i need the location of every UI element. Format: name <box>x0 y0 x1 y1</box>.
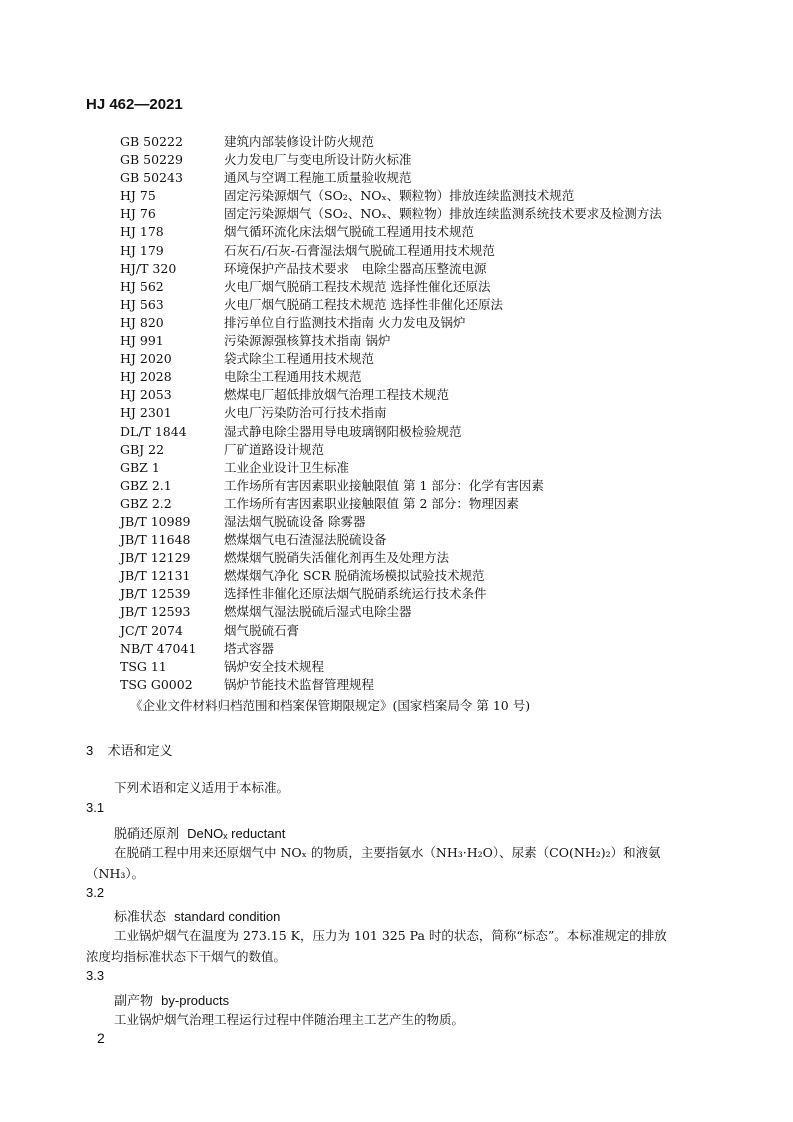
term-definition-cont: （NH₃）。 <box>86 866 145 881</box>
term-definition: 工业锅炉烟气在温度为 273.15 K，压力为 101 325 Pa 时的状态，简称“标态”。本标准规定的排放 <box>114 928 667 943</box>
reference-code: TSG G0002 <box>120 676 193 692</box>
reference-code: GBZ 2.2 <box>120 495 172 511</box>
term-zh: 标准状态 <box>114 910 167 925</box>
reference-title: 燃煤电厂超低排放烟气治理工程技术规范 <box>224 387 450 403</box>
reference-note: 《企业文件材料归档范围和档案保管期限规定》(国家档案局令 第 10 号) <box>130 698 531 713</box>
reference-code: GBZ 2.1 <box>120 477 172 493</box>
term-definition: 工业锅炉烟气治理工程运行过程中伴随治理主工艺产生的物质。 <box>114 1012 465 1027</box>
reference-title: 建筑内部装修设计防火规范 <box>224 134 375 149</box>
term-zh: 副产物 <box>114 994 154 1009</box>
reference-title: 排污单位自行监测技术指南 火力发电及锅炉 <box>224 314 466 330</box>
reference-code: HJ 820 <box>120 314 164 330</box>
reference-code: JC/T 2074 <box>120 622 183 638</box>
reference-code: HJ 2028 <box>120 369 172 385</box>
term-en: DeNOₓ reductant <box>187 826 286 841</box>
reference-title: 工作场所有害因素职业接触限值 第 2 部分：物理因素 <box>224 495 519 511</box>
document-id-header: HJ 462—2021 <box>86 96 183 113</box>
reference-title: 锅炉节能技术监督管理规程 <box>224 676 375 692</box>
term-title <box>114 906 280 925</box>
reference-code: DL/T 1844 <box>120 423 187 439</box>
reference-code: HJ 2020 <box>120 351 172 367</box>
reference-title: 固定污染源烟气（SO₂、NOₓ、颗粒物）排放连续监测技术规范 <box>224 188 575 204</box>
reference-code: HJ 2301 <box>120 405 172 421</box>
reference-title: 湿法烟气脱硫设备 除雾器 <box>224 513 366 529</box>
reference-code: JB/T 12129 <box>120 550 191 566</box>
reference-title: 烟气脱硫石膏 <box>224 622 300 638</box>
reference-code: HJ 563 <box>120 296 164 312</box>
reference-title: 火电厂烟气脱硝工程技术规范 选择性催化还原法 <box>224 278 491 294</box>
reference-title: 袋式除尘工程通用技术规范 <box>224 351 375 367</box>
reference-title: 工业企业设计卫生标准 <box>224 459 350 475</box>
reference-code: JB/T 10989 <box>120 513 191 529</box>
reference-code: GB 50222 <box>120 134 183 149</box>
reference-code: HJ/T 320 <box>120 260 177 276</box>
reference-title: 选择性非催化还原法烟气脱硝系统运行技术条件 <box>224 586 487 602</box>
reference-code: HJ 179 <box>120 242 164 258</box>
reference-code: HJ 2053 <box>120 387 172 403</box>
reference-title: 污染源源强核算技术指南 锅炉 <box>224 333 391 349</box>
reference-code: GBJ 22 <box>120 441 165 457</box>
term-zh: 脱硝还原剂 <box>114 827 180 842</box>
term-definition-cont: 浓度均指标准状态下干烟气的数值。 <box>86 949 287 964</box>
reference-code: JB/T 12131 <box>120 568 191 584</box>
page-number: 2 <box>97 1030 105 1046</box>
reference-code: TSG 11 <box>120 658 167 674</box>
term-en: standard condition <box>174 909 281 924</box>
reference-title: 通风与空调工程施工质量验收规范 <box>224 170 412 186</box>
term-number: 3.1 <box>86 800 105 815</box>
reference-title: 燃煤烟气湿法脱硫后湿式电除尘器 <box>224 604 412 620</box>
reference-code: GB 50229 <box>120 152 183 168</box>
section-title: 术语和定义 <box>107 743 173 758</box>
reference-title: 火力发电厂与变电所设计防火标准 <box>224 152 412 168</box>
term-en: by-products <box>161 993 230 1008</box>
reference-code: JB/T 12539 <box>120 586 191 602</box>
reference-title: 锅炉安全技术规程 <box>224 658 325 674</box>
reference-title: 湿式静电除尘器用导电玻璃钢阳极检验规范 <box>224 423 462 439</box>
section-intro: 下列术语和定义适用于本标准。 <box>114 780 290 795</box>
reference-code: NB/T 47041 <box>120 640 197 656</box>
reference-title: 环境保护产品技术要求 电除尘器高压整流电源 <box>224 260 487 276</box>
reference-code: HJ 75 <box>120 188 156 204</box>
reference-code: HJ 178 <box>120 224 164 240</box>
section-heading <box>86 740 173 759</box>
reference-code: GB 50243 <box>120 170 183 186</box>
reference-title: 石灰石/石灰-石膏湿法烟气脱硫工程通用技术规范 <box>224 242 495 258</box>
reference-code: HJ 76 <box>120 206 156 222</box>
term-number: 3.2 <box>86 885 105 900</box>
reference-title: 固定污染源烟气（SO₂、NOₓ、颗粒物）排放连续监测系统技术要求及检测方法 <box>224 206 662 222</box>
section-number: 3 <box>86 743 94 758</box>
reference-code: JB/T 11648 <box>120 532 191 548</box>
reference-code: HJ 562 <box>120 278 164 294</box>
reference-title: 电除尘工程通用技术规范 <box>224 369 362 385</box>
reference-title: 工作场所有害因素职业接触限值 第 1 部分：化学有害因素 <box>224 477 544 493</box>
term-title <box>114 823 285 842</box>
reference-title: 燃煤烟气电石渣湿法脱硫设备 <box>224 532 387 548</box>
reference-code: JB/T 12593 <box>120 604 191 620</box>
reference-title: 厂矿道路设计规范 <box>224 441 325 457</box>
reference-title: 燃煤烟气净化 SCR 脱硝流场模拟试验技术规范 <box>224 568 485 584</box>
reference-title: 火电厂烟气脱硝工程技术规范 选择性非催化还原法 <box>224 296 503 312</box>
reference-title: 火电厂污染防治可行技术指南 <box>224 405 387 421</box>
term-number: 3.3 <box>86 968 105 983</box>
reference-title: 塔式容器 <box>224 640 275 656</box>
reference-title: 烟气循环流化床法烟气脱硫工程通用技术规范 <box>224 224 475 240</box>
term-title <box>114 990 229 1009</box>
reference-title: 燃煤烟气脱硝失活催化剂再生及处理方法 <box>224 550 450 566</box>
reference-code: GBZ 1 <box>120 459 160 475</box>
term-definition: 在脱硝工程中用来还原烟气中 NOₓ 的物质，主要指氨水（NH₃·H₂O）、尿素（CO(NH₂)₂）和液氨 <box>114 845 661 860</box>
reference-code: HJ 991 <box>120 333 164 349</box>
